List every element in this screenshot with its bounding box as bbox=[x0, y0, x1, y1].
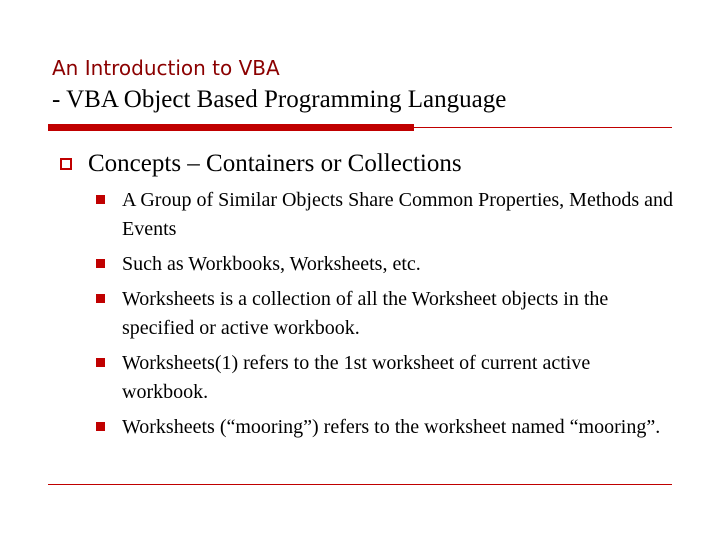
footer-divider bbox=[48, 484, 672, 485]
sub-bullet-text: Worksheets is a collection of all the Worksheet objects in the specified or active workbook. bbox=[122, 288, 609, 339]
sub-bullet bbox=[96, 413, 676, 442]
sub-bullet-text: Worksheets (“mooring”) refers to the worksheet named “mooring”. bbox=[122, 416, 661, 438]
filled-square-icon bbox=[96, 358, 105, 367]
sub-bullet bbox=[96, 250, 676, 279]
filled-square-icon bbox=[96, 259, 105, 268]
sub-bullet-text: Worksheets(1) refers to the 1st worksheet of current active workbook. bbox=[122, 352, 591, 403]
main-bullet bbox=[60, 150, 462, 178]
filled-square-icon bbox=[96, 195, 105, 204]
sub-bullet-list bbox=[96, 186, 676, 442]
main-bullet-text: Concepts – Containers or Collections bbox=[88, 150, 462, 177]
title-divider-thick bbox=[48, 124, 414, 131]
sub-bullet bbox=[96, 349, 676, 407]
hollow-square-icon bbox=[60, 158, 72, 170]
filled-square-icon bbox=[96, 422, 105, 431]
filled-square-icon bbox=[96, 294, 105, 303]
sub-bullet-text: A Group of Similar Objects Share Common Properties, Methods and Events bbox=[122, 189, 674, 240]
sub-bullet bbox=[96, 186, 676, 244]
sub-bullet bbox=[96, 285, 676, 343]
slide-title: An Introduction to VBA bbox=[52, 56, 280, 80]
sub-bullet-text: Such as Workbooks, Worksheets, etc. bbox=[122, 253, 421, 275]
slide-subtitle: - VBA Object Based Programming Language bbox=[52, 86, 507, 113]
